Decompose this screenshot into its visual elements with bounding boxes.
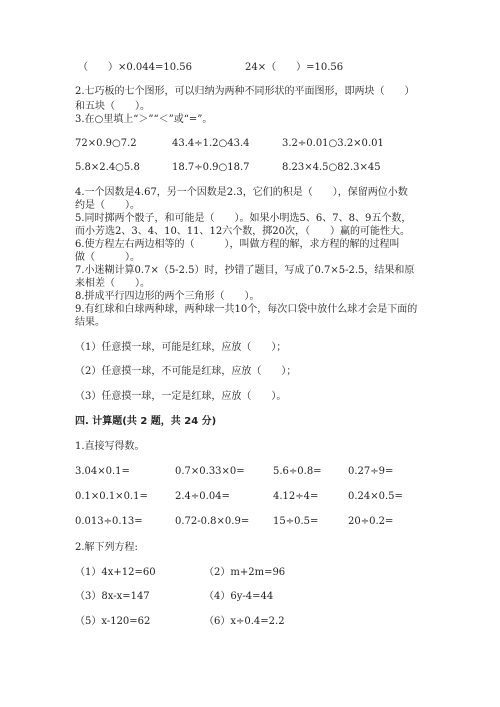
question-9-line-2: 结果。 xyxy=(75,317,105,328)
question-7-line-1: 7.小迷糊计算0.7×（5-2.5）时，抄错了题目，写成了0.7×5-2.5，结果和原 xyxy=(75,265,415,276)
blank-fill-equation-1: （ ）×0.044=10.56 xyxy=(78,62,193,73)
calc-item: 2.4÷0.04= xyxy=(175,491,230,502)
equation-item: （3）8x-x=147 xyxy=(75,591,150,602)
compare-item: 3.2÷0.01○3.2×0.01 xyxy=(282,138,384,149)
calc-item: 0.1×0.1×0.1= xyxy=(75,491,148,502)
calc-item: 20÷0.2= xyxy=(348,516,394,527)
section-4-heading: 四. 计算题(共 2 题，共 24 分) xyxy=(75,416,217,427)
equation-item: （4）6y-4=44 xyxy=(204,591,274,602)
compare-item: 72×0.9○7.2 xyxy=(75,138,137,149)
question-3-prompt: 3.在○里填上“＞”“＜”或“=”。 xyxy=(75,114,213,125)
calc-item: 0.72-0.8×0.9= xyxy=(175,516,250,527)
question-4-line-2: 约是（ ）。 xyxy=(75,200,140,211)
equation-item: （2）m+2m=96 xyxy=(204,567,286,578)
blank-fill-equation-2: 24×（ ）=10.56 xyxy=(245,62,344,73)
question-2-line-1: 2.七巧板的七个图形，可以归纳为两种不同形状的平面图形，即两块（ ） xyxy=(75,86,415,97)
calc-item: 0.013÷0.13= xyxy=(75,516,143,527)
compare-item: 5.8×2.4○5.8 xyxy=(75,162,140,173)
calc-item: 0.27÷9= xyxy=(348,466,394,477)
calc-item: 0.24×0.5= xyxy=(348,491,403,502)
question-9-line-1: 9.有红球和白球两种球，两种球一共10个，每次口袋中放什么球才会是下面的 xyxy=(75,304,418,315)
calc-item: 4.12÷4= xyxy=(273,491,319,502)
calc-item: 15÷0.5= xyxy=(273,516,319,527)
compare-item: 8.23×4.5○82.3×45 xyxy=(282,162,381,173)
compare-item: 43.4÷1.2○43.4 xyxy=(172,138,250,149)
question-7-line-2: 来相差（ ）。 xyxy=(75,278,150,289)
equation-item: （1）4x+12=60 xyxy=(75,567,156,578)
question-2-line-2: 和五块（ ）。 xyxy=(75,101,150,112)
question-5-line-1: 5.同时掷两个骰子，和可能是（ ）。如果小明选5、6、7、8、9五个数， xyxy=(75,213,412,224)
equation-item: （5）x-120=62 xyxy=(75,616,151,627)
question-6-line-1: 6.使方程左右两边相等的（ ），叫做方程的解，求方程的解的过程叫 xyxy=(75,239,400,250)
sub-question-2: （2）任意摸一球，不可能是红球，应放（ ）； xyxy=(75,366,297,377)
question-8: 8.拼成平行四边形的两个三角形（ ）。 xyxy=(75,291,260,302)
sub-question-1: （1）任意摸一球，可能是红球，应放（ ）； xyxy=(75,342,287,353)
compare-item: 18.7÷0.9○18.7 xyxy=(172,162,250,173)
calc-item: 5.6÷0.8= xyxy=(273,466,322,477)
question-6-line-2: 做（ ）。 xyxy=(75,252,140,263)
calc-item: 0.7×0.33×0= xyxy=(175,466,245,477)
part-2-prompt: 2.解下列方程: xyxy=(75,542,138,553)
question-4-line-1: 4.一个因数是4.67，另一个因数是2.3，它们的积是（ ），保留两位小数 xyxy=(75,187,408,198)
calc-item: 3.04×0.1= xyxy=(75,466,130,477)
sub-question-3: （3）任意摸一球，一定是红球，应放（ ）。 xyxy=(75,391,287,402)
equation-item: （6）x÷0.4=2.2 xyxy=(204,616,285,627)
part-1-prompt: 1.直接写得数。 xyxy=(75,441,145,452)
question-5-line-2: 而小芳选2、3、4、10、11、12六个数，掷20次，（ ）赢的可能性大。 xyxy=(75,226,410,237)
